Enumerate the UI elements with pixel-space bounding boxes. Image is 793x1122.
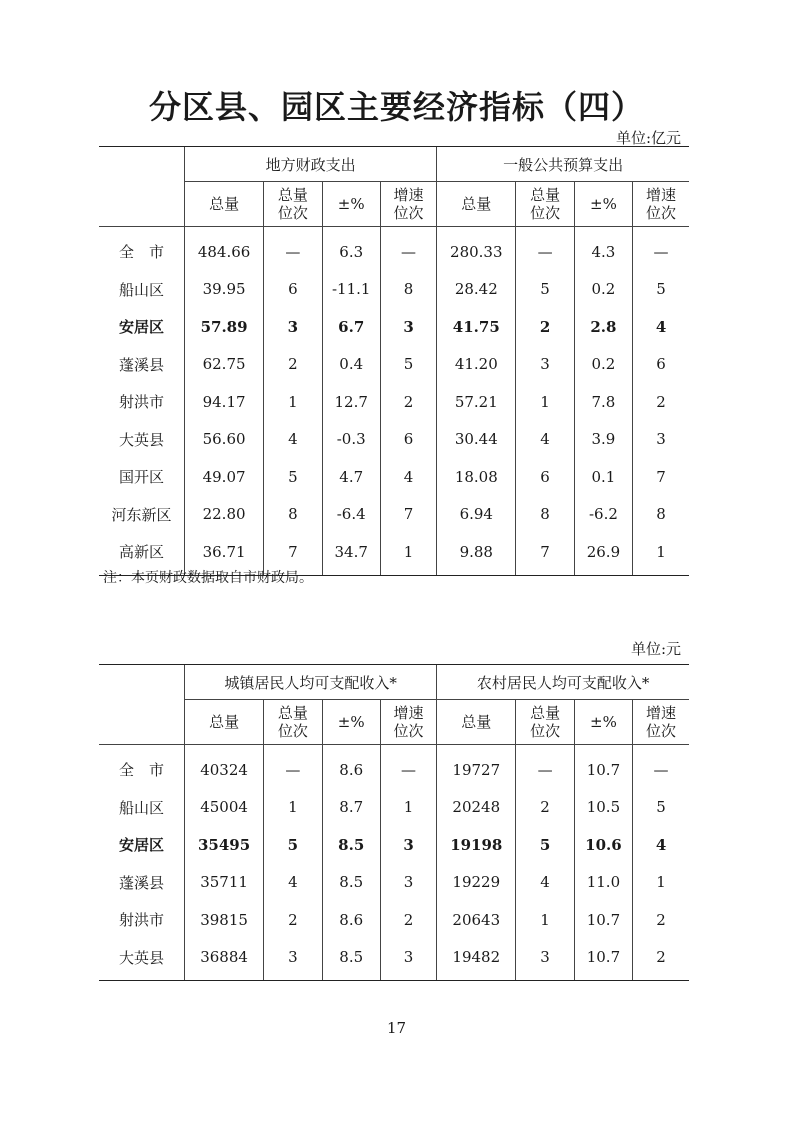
column-header: 总量 位次 <box>264 182 322 227</box>
table-cell: 6 <box>516 458 574 496</box>
region-name: 船山区 <box>118 798 164 817</box>
column-header: 增速 位次 <box>380 182 436 227</box>
table-cell: 22.80 <box>184 496 263 534</box>
table-cell: 3 <box>380 308 436 346</box>
table-row <box>99 271 689 309</box>
table-cell: 4 <box>264 864 322 902</box>
table-cell: 34.7 <box>322 533 380 575</box>
table-cell: 2 <box>264 346 322 384</box>
table-cell: 19727 <box>437 745 516 789</box>
table-cell: 26.9 <box>574 533 632 575</box>
table-cell: 8.7 <box>322 789 380 827</box>
table-cell: 11.0 <box>574 864 632 902</box>
table-cell: 6 <box>264 271 322 309</box>
table-cell: 10.7 <box>574 939 632 981</box>
table-cell: 7.8 <box>574 383 632 421</box>
column-header: 总量 <box>437 700 516 745</box>
table-cell: — <box>264 745 322 789</box>
region-name: 船山区 <box>118 280 164 299</box>
region-header-cell <box>99 665 184 745</box>
table-cell: 30.44 <box>437 421 516 459</box>
table-cell: 28.42 <box>437 271 516 309</box>
table-cell: 3 <box>516 939 574 981</box>
table-row <box>99 864 689 902</box>
table-cell: 2 <box>633 939 689 981</box>
region-name: 蓬溪县 <box>118 873 164 892</box>
unit-label-table2: 单位:元 <box>630 640 681 658</box>
table-cell: 8.6 <box>322 901 380 939</box>
table-cell: 12.7 <box>322 383 380 421</box>
column-header: 总量 <box>437 182 516 227</box>
table-cell: 35495 <box>184 826 263 864</box>
table-cell: 10.7 <box>574 745 632 789</box>
table-cell: 7 <box>264 533 322 575</box>
table-cell: 19198 <box>437 826 516 864</box>
group-header: 地方财政支出 <box>184 147 436 182</box>
group-header: 城镇居民人均可支配收入* <box>184 665 436 700</box>
table-cell: 0.1 <box>574 458 632 496</box>
table-cell: 3 <box>380 826 436 864</box>
table-cell: 20248 <box>437 789 516 827</box>
region-name: 射洪市 <box>118 911 164 930</box>
table-cell: 4 <box>264 421 322 459</box>
table-row <box>99 458 689 496</box>
table-cell: 4 <box>516 421 574 459</box>
table-row <box>99 939 689 981</box>
table-cell: 8 <box>380 271 436 309</box>
table-row <box>99 308 689 346</box>
table-cell: 4.3 <box>574 227 632 271</box>
table-cell: 39.95 <box>184 271 263 309</box>
region-header-cell <box>99 147 184 227</box>
table-cell: 9.88 <box>437 533 516 575</box>
table-cell: 484.66 <box>184 227 263 271</box>
region-name: 全 市 <box>118 761 164 780</box>
table-cell: 3 <box>264 939 322 981</box>
table-cell: 49.07 <box>184 458 263 496</box>
column-header: 增速 位次 <box>633 700 689 745</box>
column-header: ±% <box>322 182 380 227</box>
column-header: 总量 <box>184 182 263 227</box>
table-cell: — <box>633 227 689 271</box>
table-cell: 35711 <box>184 864 263 902</box>
table-row <box>99 421 689 459</box>
table-row <box>99 496 689 534</box>
column-header: ±% <box>574 182 632 227</box>
table-cell: -6.4 <box>322 496 380 534</box>
table-cell: 39815 <box>184 901 263 939</box>
table-cell: 1 <box>380 533 436 575</box>
table-cell: 2 <box>516 308 574 346</box>
table-row <box>99 383 689 421</box>
table-cell: 5 <box>516 826 574 864</box>
table-cell: 36884 <box>184 939 263 981</box>
table-cell: — <box>516 745 574 789</box>
table-cell: 10.7 <box>574 901 632 939</box>
table-row <box>99 826 689 864</box>
table-cell: 7 <box>380 496 436 534</box>
table-cell: 0.4 <box>322 346 380 384</box>
table-cell: 8 <box>264 496 322 534</box>
region-name: 河东新区 <box>111 505 172 524</box>
table-cell: -11.1 <box>322 271 380 309</box>
region-name: 安居区 <box>118 836 164 855</box>
region-name: 大英县 <box>99 939 184 981</box>
table-cell: 1 <box>264 383 322 421</box>
table-row <box>99 901 689 939</box>
table-cell: 19482 <box>437 939 516 981</box>
table-cell: 94.17 <box>184 383 263 421</box>
unit-label-table1: 单位:亿元 <box>615 129 681 147</box>
region-name: 全 市 <box>118 243 164 262</box>
table-cell: 18.08 <box>437 458 516 496</box>
table-cell: 0.2 <box>574 271 632 309</box>
column-header: 总量 位次 <box>264 700 322 745</box>
table-cell: — <box>380 745 436 789</box>
table-cell: 36.71 <box>184 533 263 575</box>
table-cell: 1 <box>264 789 322 827</box>
table-cell: 3 <box>264 308 322 346</box>
table-cell: 3.9 <box>574 421 632 459</box>
region-name: 安居区 <box>118 318 164 337</box>
column-header: 总量 位次 <box>516 182 574 227</box>
table-cell: 4 <box>633 826 689 864</box>
table-cell: -6.2 <box>574 496 632 534</box>
table-cell: 2 <box>633 901 689 939</box>
table-cell: 3 <box>516 346 574 384</box>
table-cell: 62.75 <box>184 346 263 384</box>
table-row <box>99 346 689 384</box>
table-cell: 20643 <box>437 901 516 939</box>
table-cell: 1 <box>380 789 436 827</box>
table-cell: 2 <box>516 789 574 827</box>
table-note: 注：本页财政数据取自市财政局。 <box>103 570 313 586</box>
table-cell: 6 <box>633 346 689 384</box>
table-cell: 1 <box>633 533 689 575</box>
column-header: 总量 <box>184 700 263 745</box>
table-row <box>99 745 689 789</box>
table-cell: 1 <box>633 864 689 902</box>
table-cell: — <box>380 227 436 271</box>
disposable-income-table <box>99 664 689 981</box>
table-cell: 7 <box>633 458 689 496</box>
table-cell: 4 <box>633 308 689 346</box>
table-cell: 19229 <box>437 864 516 902</box>
column-header: 增速 位次 <box>380 700 436 745</box>
table-cell: 57.21 <box>437 383 516 421</box>
table-cell: 1 <box>516 901 574 939</box>
fiscal-expenditure-table <box>99 146 689 576</box>
table-cell: 8 <box>633 496 689 534</box>
table-cell: — <box>516 227 574 271</box>
table-cell: 0.2 <box>574 346 632 384</box>
column-header: 增速 位次 <box>633 182 689 227</box>
table-cell: — <box>633 745 689 789</box>
region-name: 国开区 <box>118 468 164 487</box>
table-cell: 2 <box>380 901 436 939</box>
table-cell: 3 <box>380 864 436 902</box>
table-cell: 5 <box>264 458 322 496</box>
column-header: 总量 位次 <box>516 700 574 745</box>
table-cell: 4 <box>380 458 436 496</box>
table-cell: 5 <box>516 271 574 309</box>
table-cell: 5 <box>633 789 689 827</box>
table-cell: 6.94 <box>437 496 516 534</box>
table-cell: 6.3 <box>322 227 380 271</box>
table-cell: 6.7 <box>322 308 380 346</box>
table-cell: 4.7 <box>322 458 380 496</box>
table-cell: 5 <box>380 346 436 384</box>
table-cell: — <box>264 227 322 271</box>
table-cell: 5 <box>633 271 689 309</box>
table-cell: 45004 <box>184 789 263 827</box>
page-number: 17 <box>386 1019 407 1037</box>
region-name: 高新区 <box>99 533 184 575</box>
table-cell: 10.5 <box>574 789 632 827</box>
table-cell: 7 <box>516 533 574 575</box>
table-row <box>99 227 689 271</box>
table-cell: 2 <box>633 383 689 421</box>
table-cell: 8 <box>516 496 574 534</box>
table-cell: 41.75 <box>437 308 516 346</box>
table-cell: 8.6 <box>322 745 380 789</box>
column-header: ±% <box>322 700 380 745</box>
group-header: 一般公共预算支出 <box>437 147 689 182</box>
page-title: 分区县、园区主要经济指标（四） <box>148 88 644 126</box>
table-cell: 10.6 <box>574 826 632 864</box>
table-cell: 2.8 <box>574 308 632 346</box>
table-cell: -0.3 <box>322 421 380 459</box>
region-name: 射洪市 <box>118 393 164 412</box>
table-cell: 2 <box>264 901 322 939</box>
table-cell: 2 <box>380 383 436 421</box>
region-name: 蓬溪县 <box>118 355 164 374</box>
column-header: ±% <box>574 700 632 745</box>
table-cell: 8.5 <box>322 826 380 864</box>
table-row <box>99 789 689 827</box>
table-cell: 40324 <box>184 745 263 789</box>
table-cell: 1 <box>516 383 574 421</box>
table-cell: 280.33 <box>437 227 516 271</box>
table-cell: 56.60 <box>184 421 263 459</box>
table-cell: 57.89 <box>184 308 263 346</box>
table-cell: 41.20 <box>437 346 516 384</box>
table-cell: 4 <box>516 864 574 902</box>
table-cell: 8.5 <box>322 939 380 981</box>
region-name: 大英县 <box>118 430 164 449</box>
table-cell: 3 <box>380 939 436 981</box>
table-cell: 3 <box>633 421 689 459</box>
table-cell: 8.5 <box>322 864 380 902</box>
group-header: 农村居民人均可支配收入* <box>437 665 689 700</box>
table-cell: 6 <box>380 421 436 459</box>
table-cell: 5 <box>264 826 322 864</box>
